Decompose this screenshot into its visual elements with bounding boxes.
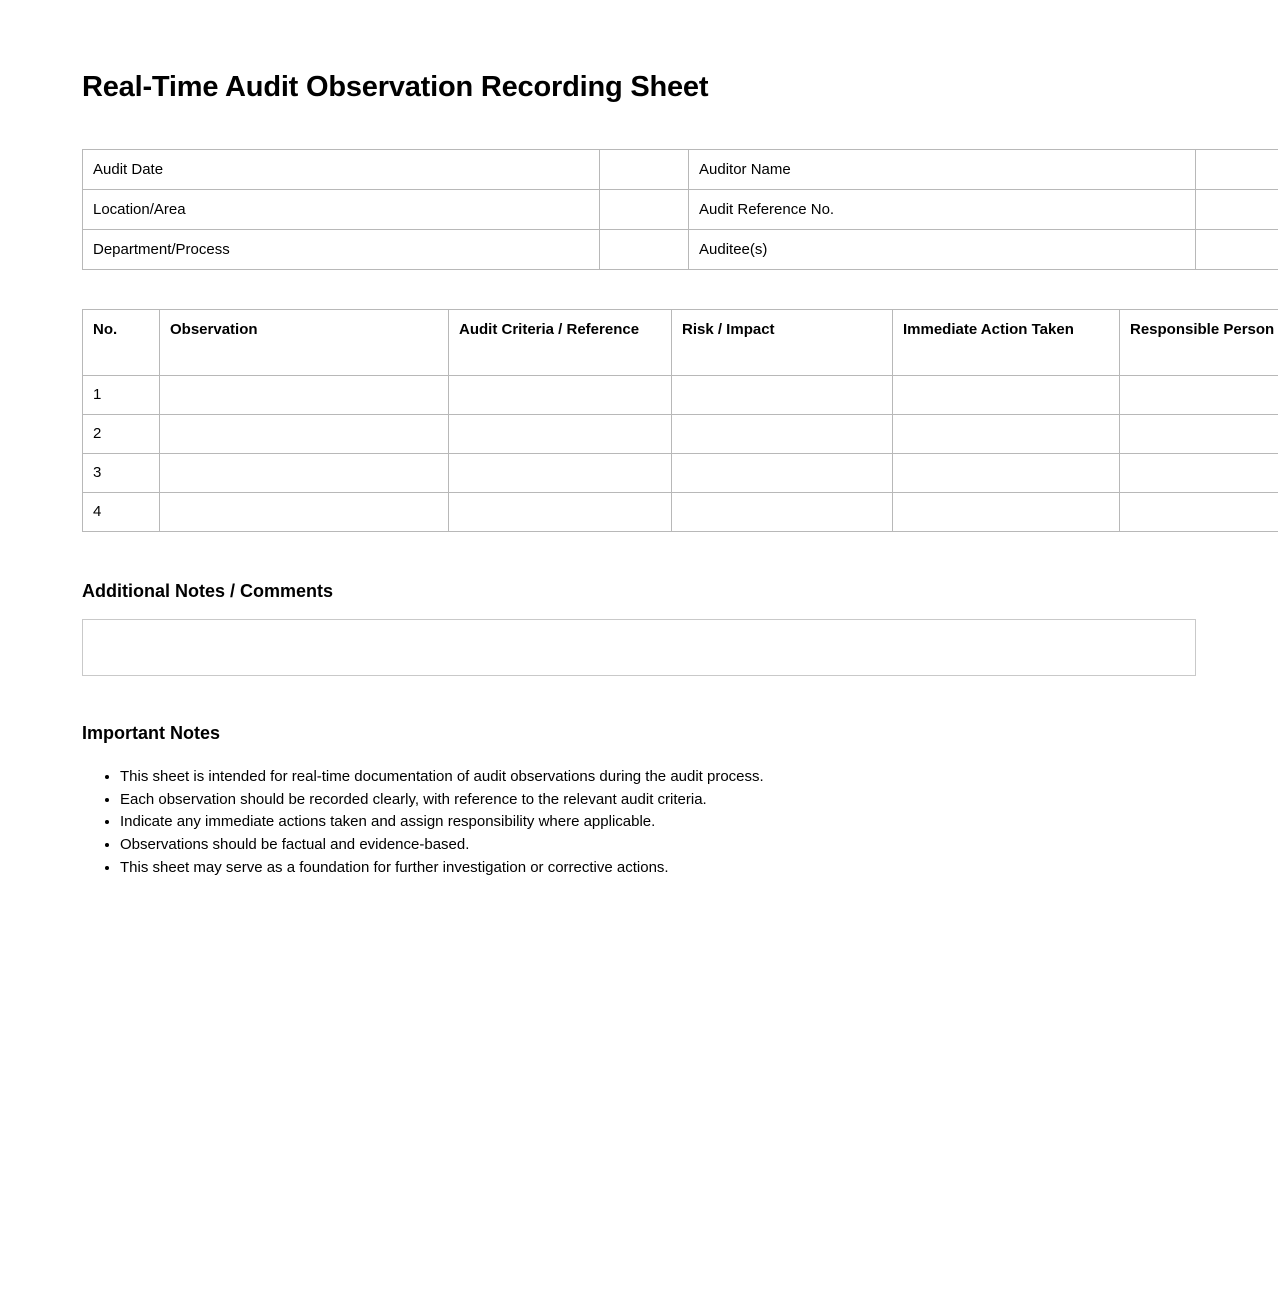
cell-observation[interactable] [160,414,449,453]
label-auditees: Auditee(s) [689,229,1196,269]
list-item: • This sheet may serve as a foundation for further investigation or corrective actions. [120,857,1196,880]
cell-criteria[interactable] [449,453,672,492]
additional-notes-title: Additional Notes / Comments [82,580,334,601]
cell-responsible[interactable] [1120,453,1278,492]
table-row [83,149,1278,189]
table-row [83,492,1278,531]
field-audit-reference[interactable] [1196,189,1278,229]
label-auditor-name: Auditor Name [689,149,1196,189]
column-header-criteria: Audit Criteria / Reference [449,309,672,375]
label-location-area: Location/Area [83,189,600,229]
field-auditor-name[interactable] [1196,149,1278,189]
cell-action[interactable] [893,414,1120,453]
label-department: Department/Process [83,229,600,269]
cell-risk[interactable] [672,492,893,531]
cell-criteria[interactable] [449,414,672,453]
cell-action[interactable] [893,375,1120,414]
table-row [83,453,1278,492]
important-notes-list [82,766,1196,880]
cell-observation[interactable] [160,492,449,531]
column-header-no: No. [83,309,160,375]
cell-row-number: 3 [83,453,160,492]
field-audit-date[interactable] [600,149,689,189]
field-auditees[interactable] [1196,229,1278,269]
observations-table [82,309,1278,532]
table-row [83,229,1278,269]
cell-action[interactable] [893,453,1120,492]
cell-row-number: 4 [83,492,160,531]
list-item: • Observations should be factual and evidence-based. [120,834,1196,857]
table-row [83,189,1278,229]
cell-observation[interactable] [160,375,449,414]
cell-responsible[interactable] [1120,492,1278,531]
label-audit-reference: Audit Reference No. [689,189,1196,229]
cell-row-number: 2 [83,414,160,453]
page-title: Real-Time Audit Observation Recording Sheet [82,71,709,103]
column-header-observation: Observation [160,309,449,375]
field-department[interactable] [600,229,689,269]
column-header-responsible: Responsible Person [1120,309,1278,375]
table-row [83,414,1278,453]
additional-notes-input[interactable] [82,619,1196,676]
cell-risk[interactable] [672,414,893,453]
list-item: • Each observation should be recorded clearly, with reference to the relevant audit criteria. [120,789,1196,812]
cell-risk[interactable] [672,375,893,414]
label-audit-date: Audit Date [83,149,600,189]
cell-responsible[interactable] [1120,414,1278,453]
cell-criteria[interactable] [449,375,672,414]
important-notes-title: Important Notes [82,722,221,743]
cell-action[interactable] [893,492,1120,531]
column-header-action: Immediate Action Taken [893,309,1120,375]
audit-info-table [82,149,1278,270]
table-row [83,375,1278,414]
cell-risk[interactable] [672,453,893,492]
list-item: • This sheet is intended for real-time documentation of audit observations during the audit process. [120,766,1196,789]
table-header-row [83,309,1278,375]
cell-criteria[interactable] [449,492,672,531]
field-location-area[interactable] [600,189,689,229]
list-item: • Indicate any immediate actions taken and assign responsibility where applicable. [120,811,1196,834]
cell-row-number: 1 [83,375,160,414]
cell-responsible[interactable] [1120,375,1278,414]
column-header-risk: Risk / Impact [672,309,893,375]
cell-observation[interactable] [160,453,449,492]
